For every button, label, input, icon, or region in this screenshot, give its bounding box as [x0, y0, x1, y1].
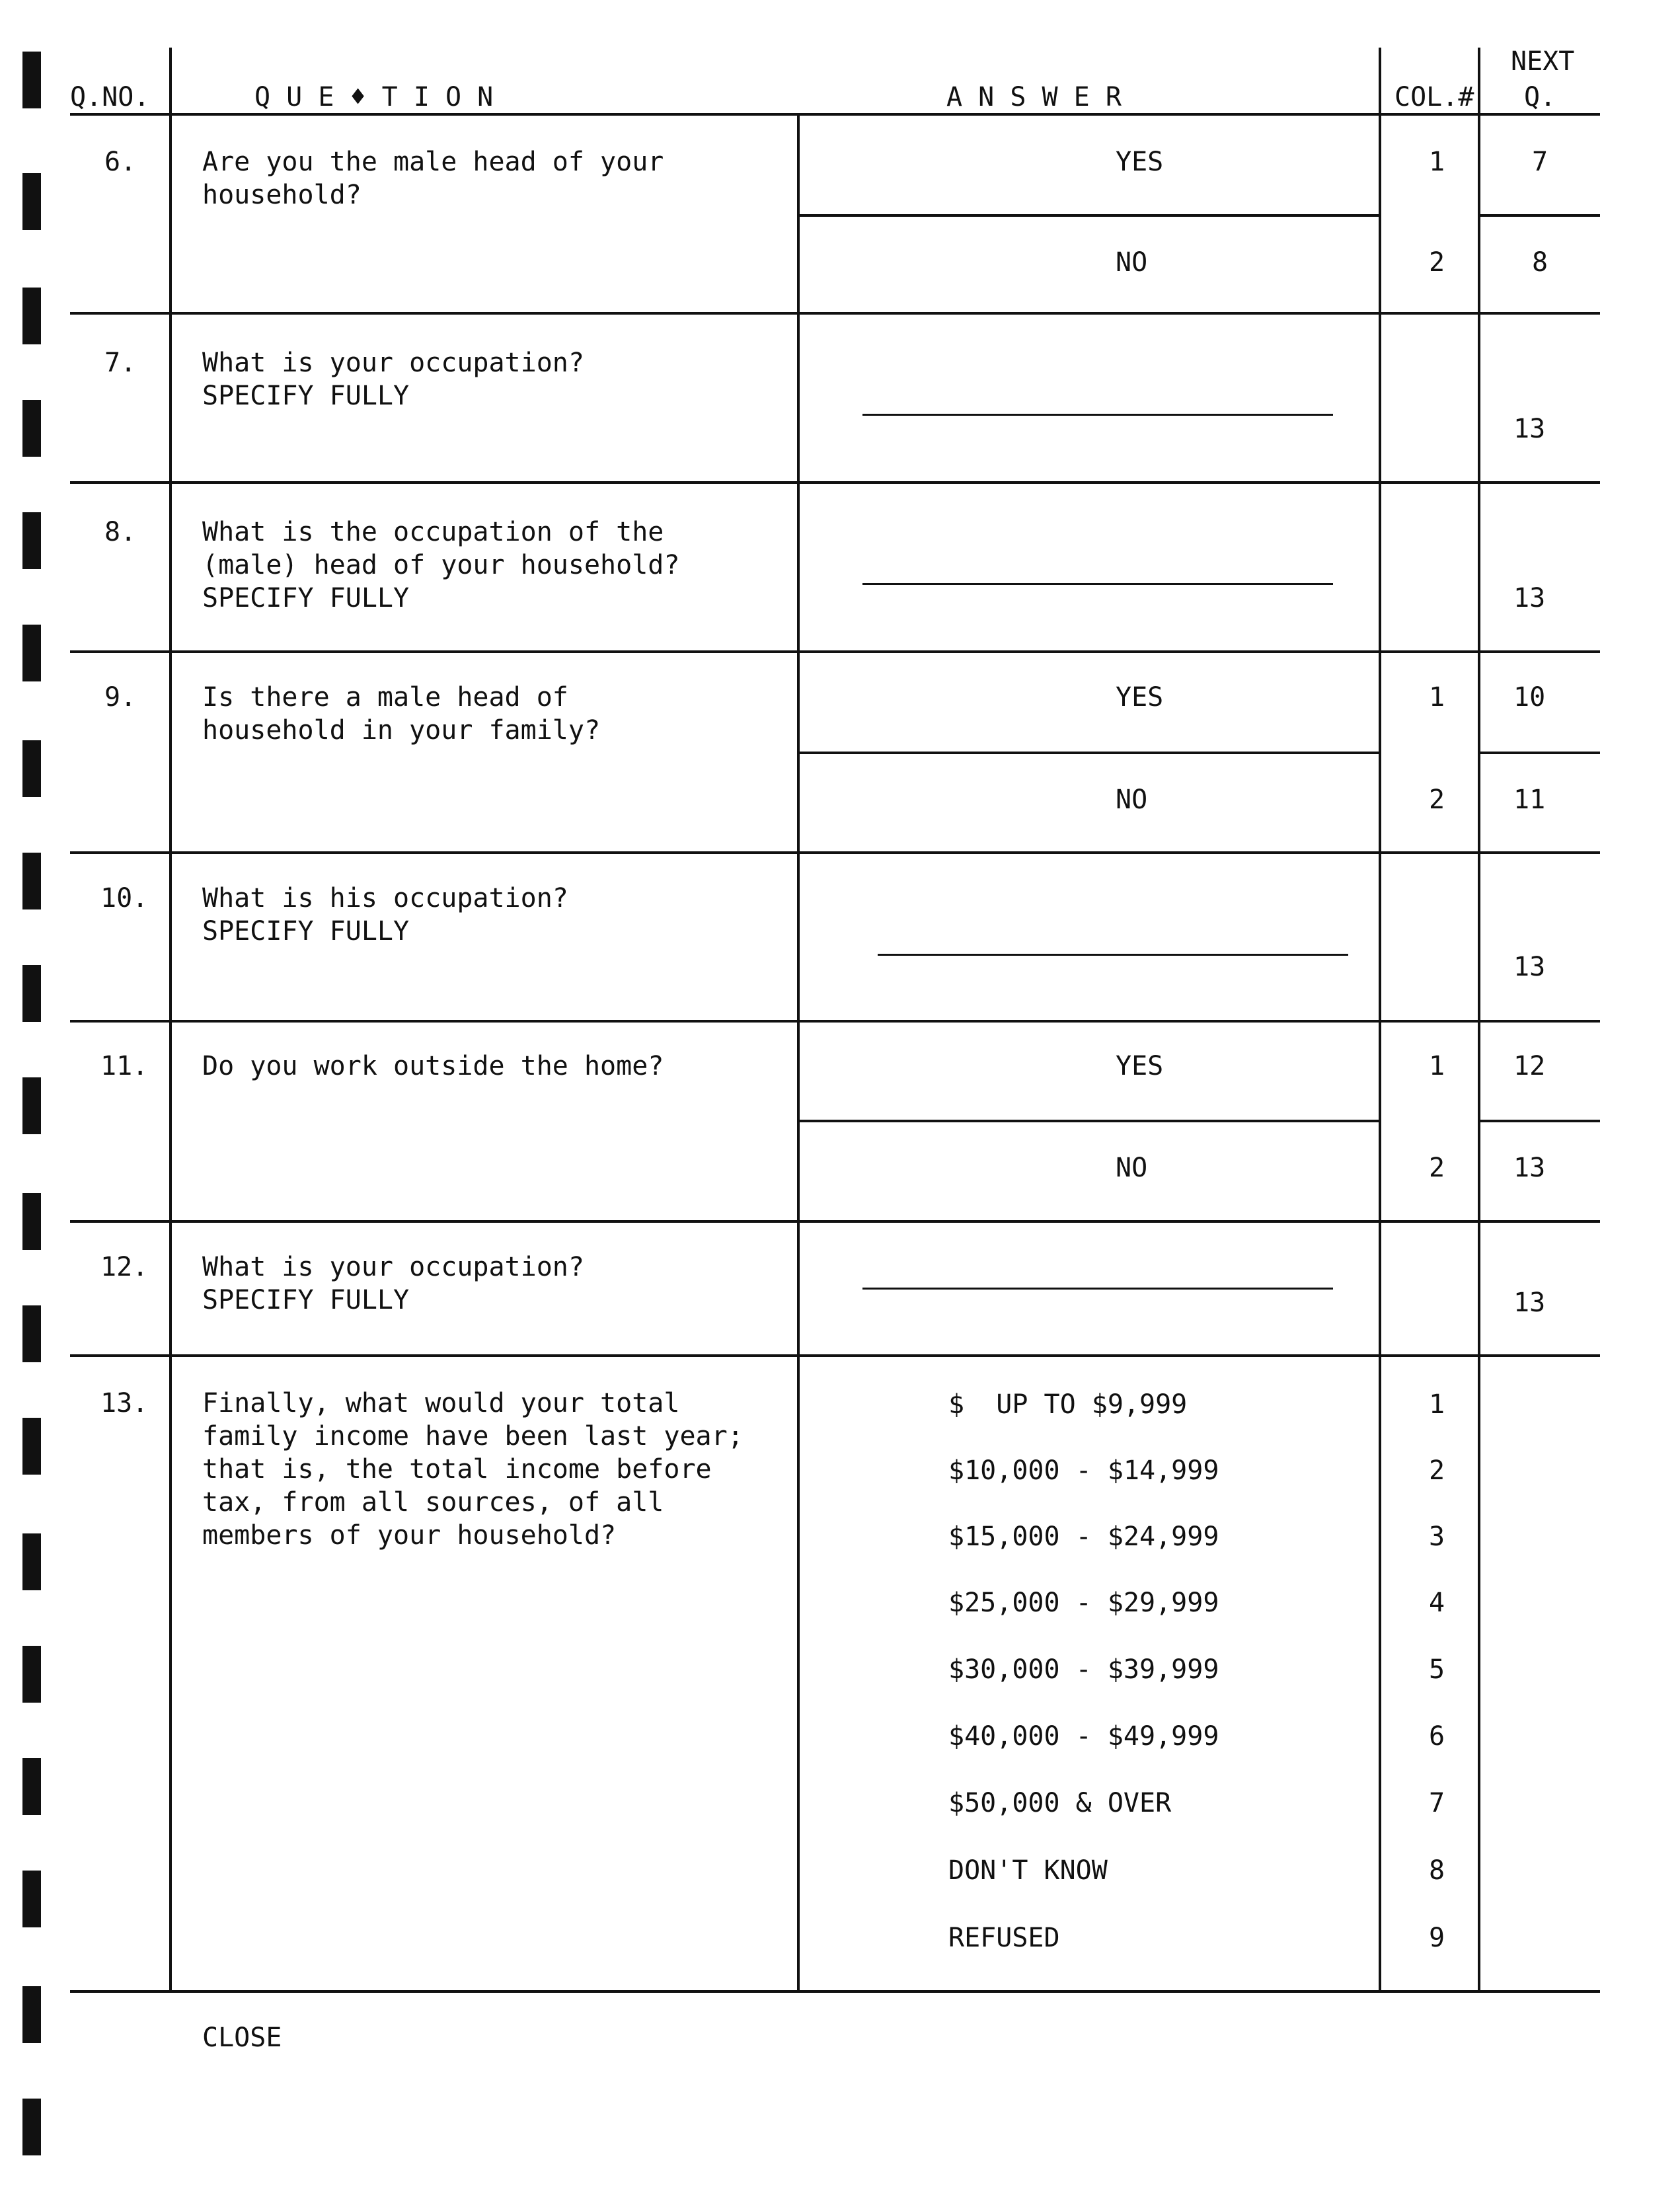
- answer-no: NO: [1116, 785, 1148, 815]
- next-question: 12: [1513, 1051, 1546, 1081]
- header-col: COL.#: [1394, 82, 1474, 112]
- table-bottom-rule: [70, 1990, 1600, 1993]
- punch-mark: [22, 173, 41, 230]
- question-text: What is his occupation? SPECIFY FULLY: [202, 883, 568, 947]
- punch-mark: [22, 1305, 41, 1362]
- header-question: Q U E ♦ T I O N: [254, 82, 494, 112]
- next-question: 13: [1513, 952, 1546, 982]
- col-code: 1: [1429, 1051, 1445, 1081]
- income-option-code: 9: [1429, 1923, 1445, 1953]
- header-next-line1: NEXT: [1511, 46, 1575, 77]
- punch-mark: [22, 400, 41, 457]
- punch-mark: [22, 1077, 41, 1134]
- answer-write-in-line[interactable]: [862, 1288, 1333, 1290]
- next-divider: [1479, 214, 1600, 217]
- col-code: 2: [1429, 785, 1445, 815]
- punch-mark: [22, 625, 41, 681]
- next-question: 13: [1513, 1288, 1546, 1318]
- income-option-label: $30,000 - $39,999: [948, 1654, 1219, 1685]
- col-code: 2: [1429, 247, 1445, 278]
- row-rule: [70, 1020, 1600, 1023]
- question-text: Is there a male head of household in your family?: [202, 682, 601, 746]
- yes-no-divider: [798, 752, 1380, 754]
- col-code: 2: [1429, 1153, 1445, 1183]
- next-question: 13: [1513, 1153, 1546, 1183]
- qno-column-rule: [169, 48, 172, 1993]
- income-option-code: 6: [1429, 1721, 1445, 1752]
- row-rule: [70, 312, 1600, 315]
- punch-mark: [22, 1533, 41, 1590]
- close-instruction: CLOSE: [202, 2023, 282, 2053]
- income-option-label: $15,000 - $24,999: [948, 1522, 1219, 1552]
- punch-mark: [22, 2099, 41, 2155]
- punch-mark: [22, 52, 41, 108]
- punch-mark: [22, 512, 41, 569]
- question-text: What is your occupation? SPECIFY FULLY: [202, 348, 584, 411]
- question-text: Do you work outside the home?: [202, 1051, 664, 1081]
- question-number: 7.: [104, 348, 137, 378]
- punch-mark: [22, 1986, 41, 2043]
- question-number: 10.: [100, 883, 149, 913]
- income-option-code: 3: [1429, 1522, 1445, 1552]
- punch-mark: [22, 965, 41, 1022]
- answer-write-in-line[interactable]: [878, 954, 1348, 956]
- punch-mark: [22, 1758, 41, 1815]
- next-question: 7: [1532, 147, 1548, 177]
- row-rule: [70, 481, 1600, 484]
- answer-column-rule: [1379, 48, 1381, 1993]
- question-text: What is your occupation? SPECIFY FULLY: [202, 1252, 584, 1315]
- question-number: 12.: [100, 1252, 149, 1282]
- punch-mark: [22, 1418, 41, 1475]
- header-answer: A N S W E R: [946, 82, 1122, 112]
- income-option-label: DON'T KNOW: [948, 1855, 1108, 1886]
- col-code: 1: [1429, 147, 1445, 177]
- col-code: 1: [1429, 682, 1445, 713]
- answer-no: NO: [1116, 1153, 1148, 1183]
- question-text: What is the occupation of the (male) head of your household? SPECIFY FULLY: [202, 517, 680, 613]
- income-option-label: $50,000 & OVER: [948, 1788, 1172, 1818]
- question-number: 13.: [100, 1388, 149, 1418]
- question-number: 8.: [104, 517, 137, 547]
- next-divider: [1479, 1120, 1600, 1122]
- question-number: 6.: [104, 147, 137, 177]
- next-question: 8: [1532, 247, 1548, 278]
- income-option-code: 8: [1429, 1855, 1445, 1886]
- row-rule: [70, 650, 1600, 653]
- row-rule: [70, 1354, 1600, 1357]
- answer-yes: YES: [1116, 682, 1164, 713]
- next-question: 10: [1513, 682, 1546, 713]
- question-text: Finally, what would your total family income have been last year; that is, the total income before tax, from all sources, of all members of your household?: [202, 1388, 744, 1551]
- yes-no-divider: [798, 214, 1380, 217]
- income-option-label: $25,000 - $29,999: [948, 1588, 1219, 1618]
- question-number: 9.: [104, 682, 137, 713]
- header-next-line2: Q.: [1524, 82, 1556, 112]
- header-qno: Q.NO.: [70, 82, 150, 112]
- punch-mark: [22, 288, 41, 344]
- punch-mark: [22, 740, 41, 797]
- income-option-code: 2: [1429, 1455, 1445, 1486]
- income-option-label: $ UP TO $9,999: [948, 1389, 1188, 1420]
- next-question: 13: [1513, 583, 1546, 613]
- question-number: 11.: [100, 1051, 149, 1081]
- col-column-rule: [1478, 48, 1480, 1993]
- answer-write-in-line[interactable]: [862, 414, 1333, 416]
- row-rule: [70, 851, 1600, 854]
- income-option-label: $10,000 - $14,999: [948, 1455, 1219, 1486]
- question-column-rule: [797, 113, 800, 1993]
- punch-mark: [22, 1871, 41, 1927]
- income-option-code: 4: [1429, 1588, 1445, 1618]
- answer-yes: YES: [1116, 1051, 1164, 1081]
- row-rule: [70, 1220, 1600, 1223]
- answer-no: NO: [1116, 247, 1148, 278]
- income-option-label: $40,000 - $49,999: [948, 1721, 1219, 1752]
- punch-mark: [22, 1193, 41, 1250]
- answer-yes: YES: [1116, 147, 1164, 177]
- income-option-code: 7: [1429, 1788, 1445, 1818]
- income-option-label: REFUSED: [948, 1923, 1060, 1953]
- punch-mark: [22, 1646, 41, 1703]
- income-option-code: 1: [1429, 1389, 1445, 1420]
- answer-write-in-line[interactable]: [862, 583, 1333, 585]
- next-question: 11: [1513, 785, 1546, 815]
- income-option-code: 5: [1429, 1654, 1445, 1685]
- punch-mark: [22, 853, 41, 909]
- yes-no-divider: [798, 1120, 1380, 1122]
- next-divider: [1479, 752, 1600, 754]
- next-question: 13: [1513, 414, 1546, 444]
- question-text: Are you the male head of your household?: [202, 147, 664, 210]
